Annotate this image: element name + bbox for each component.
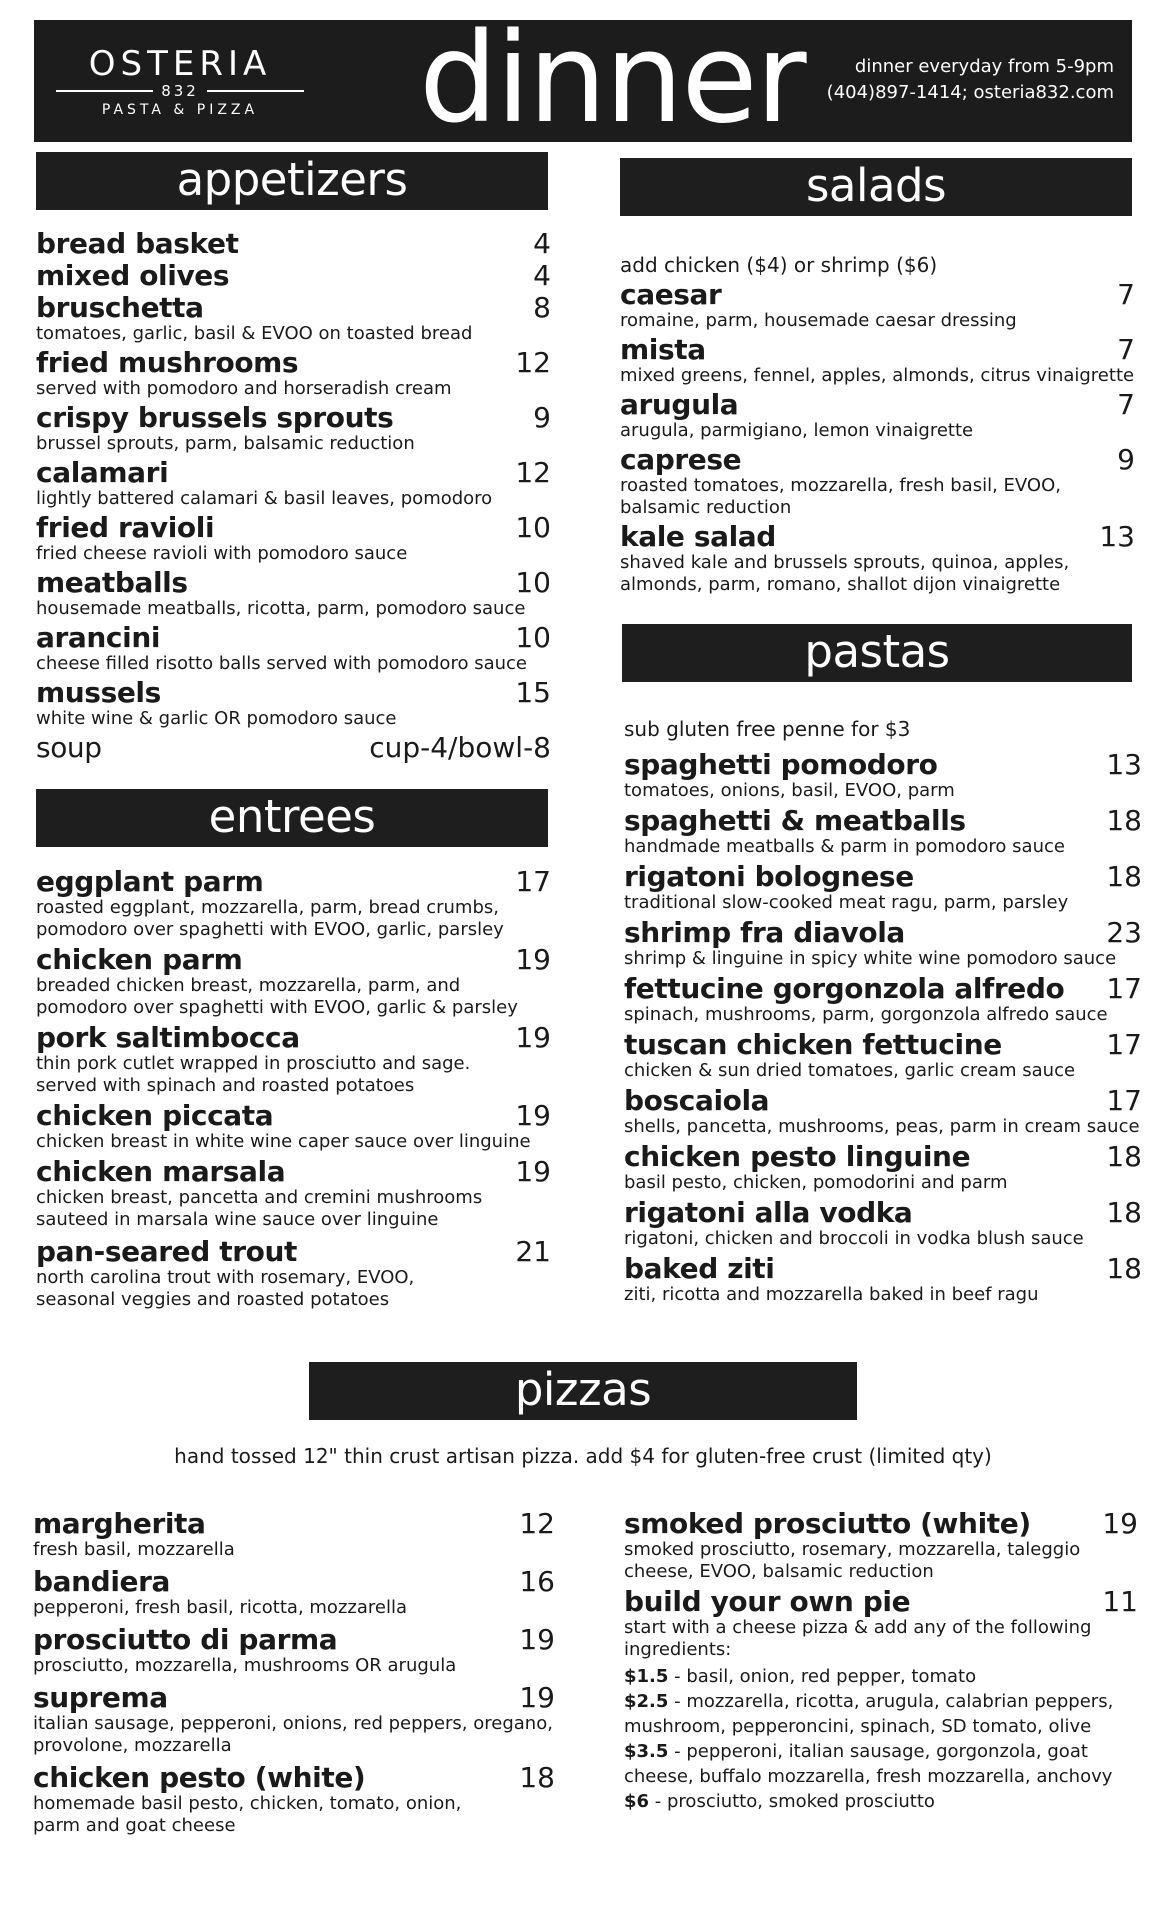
item-description: romaine, parm, housemade caesar dressing — [620, 310, 1017, 331]
item-price: 19 — [1102, 1507, 1138, 1540]
tier-price: $6 — [624, 1791, 650, 1812]
item-name: pan-seared trout — [36, 1235, 297, 1268]
item-name: chicken pesto (white) — [33, 1761, 366, 1794]
item-name: arancini — [36, 621, 161, 654]
header-info — [827, 54, 1114, 106]
item-name: kale salad — [620, 520, 776, 553]
item-price: 4 — [533, 227, 551, 260]
logo-tagline: PASTA & PIZZA — [101, 102, 259, 118]
item-name: bandiera — [33, 1565, 171, 1598]
salads-note: add chicken ($4) or shrimp ($6) — [620, 253, 938, 277]
item-name: chicken piccata — [36, 1099, 274, 1132]
item-description: start with a cheese pizza & add any of the following — [624, 1617, 1092, 1638]
menu-item — [624, 917, 1142, 973]
pastas-note: sub gluten free penne for $3 — [624, 717, 911, 741]
item-description: served with pomodoro and horseradish cream — [36, 378, 452, 399]
item-name: crispy brussels sprouts — [36, 401, 394, 434]
item-description: shrimp & linguine in spicy white wine pomodoro sauce — [624, 948, 1117, 969]
item-price: 19 — [515, 1021, 551, 1054]
menu-item — [36, 622, 551, 677]
menu-item — [36, 512, 551, 567]
item-description: pomodoro over spaghetti with EVOO, garlic, parsley — [36, 919, 504, 940]
pizzas-heading: pizzas — [309, 1362, 857, 1420]
item-description: chicken & sun dried tomatoes, garlic cream sauce — [624, 1060, 1076, 1081]
item-price: 11 — [1102, 1585, 1138, 1618]
menu-item — [33, 1762, 555, 1842]
item-price: 17 — [1106, 972, 1142, 1005]
topping-tier — [624, 1739, 1138, 1764]
item-price: 10 — [515, 566, 551, 599]
item-price: 17 — [1106, 1084, 1142, 1117]
menu-item — [620, 444, 1135, 521]
item-price: 19 — [519, 1623, 555, 1656]
tier-price: $3.5 — [624, 1741, 669, 1762]
menu-item — [36, 732, 551, 764]
item-price: 18 — [1106, 1140, 1142, 1173]
item-description: rigatoni, chicken and broccoli in vodka blush sauce — [624, 1228, 1084, 1249]
hours-text: dinner everyday from 5-9pm — [854, 56, 1114, 77]
item-name: rigatoni alla vodka — [624, 1196, 913, 1229]
tier-items: - prosciutto, smoked prosciutto — [649, 1791, 935, 1812]
topping-tier — [624, 1664, 1138, 1689]
item-name: shrimp fra diavola — [624, 916, 905, 949]
item-price: 19 — [515, 1099, 551, 1132]
item-price: 18 — [1106, 1252, 1142, 1285]
item-description: breaded chicken breast, mozzarella, parm, and — [36, 975, 461, 996]
item-price: 21 — [515, 1235, 551, 1268]
item-description: handmade meatballs & parm in pomodoro sauce — [624, 836, 1065, 857]
menu-item — [620, 279, 1135, 334]
menu-item — [624, 1508, 1138, 1586]
item-name: spaghetti & meatballs — [624, 804, 966, 837]
menu-item — [36, 1022, 551, 1100]
menu-item — [36, 1156, 551, 1236]
item-price: 18 — [519, 1761, 555, 1794]
item-name: spaghetti pomodoro — [624, 748, 938, 781]
item-description: balsamic reduction — [620, 497, 792, 518]
menu-item — [36, 457, 551, 512]
menu-item — [36, 866, 551, 944]
item-description: provolone, mozzarella — [33, 1735, 232, 1756]
salads-heading: salads — [620, 158, 1132, 216]
item-name: rigatoni bolognese — [624, 860, 914, 893]
item-price: 17 — [515, 865, 551, 898]
item-name: suprema — [33, 1681, 168, 1714]
tier-price: $1.5 — [624, 1666, 669, 1687]
item-name: fettucine gorgonzola alfredo — [624, 972, 1065, 1005]
menu-item — [33, 1624, 555, 1682]
menu-item — [624, 1197, 1142, 1253]
tier-items: - basil, onion, red pepper, tomato — [668, 1666, 977, 1687]
item-price: 10 — [515, 511, 551, 544]
appetizers-heading: appetizers — [36, 152, 548, 210]
item-description: mixed greens, fennel, apples, almonds, citrus vinaigrette — [620, 365, 1135, 386]
item-price: 4 — [533, 259, 551, 292]
item-price: 7 — [1117, 333, 1135, 366]
item-name: meatballs — [36, 566, 188, 599]
menu-item — [33, 1682, 555, 1762]
pastas-list — [624, 716, 1142, 1309]
menu-item — [620, 334, 1135, 389]
item-name: chicken pesto linguine — [624, 1140, 971, 1173]
tier-items: - pepperoni, italian sausage, gorgonzola, goat — [668, 1741, 1088, 1762]
item-description: fresh basil, mozzarella — [33, 1539, 235, 1560]
item-description: white wine & garlic OR pomodoro sauce — [36, 708, 397, 729]
item-name: mixed olives — [36, 259, 230, 292]
menu-item — [33, 1566, 555, 1624]
menu-item — [36, 944, 551, 1022]
item-description: roasted tomatoes, mozzarella, fresh basil, EVOO, — [620, 475, 1061, 496]
menu-item — [36, 1236, 551, 1314]
item-description: tomatoes, garlic, basil & EVOO on toasted bread — [36, 323, 473, 344]
item-name: bruschetta — [36, 291, 204, 324]
item-description: brussel sprouts, parm, balsamic reduction — [36, 433, 415, 454]
tier-price: $2.5 — [624, 1691, 669, 1712]
item-price: 18 — [1106, 1196, 1142, 1229]
item-description: prosciutto, mozzarella, mushrooms OR arugula — [33, 1655, 457, 1676]
item-price: 7 — [1117, 388, 1135, 421]
item-price: 18 — [1106, 804, 1142, 837]
item-price: 9 — [1117, 443, 1135, 476]
tier-items: - mozzarella, ricotta, arugula, calabrian peppers, — [668, 1691, 1114, 1712]
menu-item — [624, 1141, 1142, 1197]
item-description: sauteed in marsala wine sauce over linguine — [36, 1209, 439, 1230]
item-description: seasonal veggies and roasted potatoes — [36, 1289, 390, 1310]
item-price: 23 — [1106, 916, 1142, 949]
menu-item — [36, 347, 551, 402]
appetizers-list — [36, 228, 551, 764]
menu-item — [620, 389, 1135, 444]
pizzas-list-left — [33, 1508, 555, 1842]
pastas-heading: pastas — [622, 624, 1132, 682]
item-description: fried cheese ravioli with pomodoro sauce — [36, 543, 408, 564]
entrees-list — [36, 866, 551, 1314]
menu-item — [624, 749, 1142, 805]
menu-item — [624, 1029, 1142, 1085]
menu-item — [620, 521, 1135, 599]
item-name: caprese — [620, 443, 742, 476]
item-name: eggplant parm — [36, 865, 264, 898]
menu-item — [624, 861, 1142, 917]
item-price: 18 — [1106, 860, 1142, 893]
item-description: almonds, parm, romano, shallot dijon vinaigrette — [620, 574, 1061, 595]
item-price: 19 — [515, 943, 551, 976]
item-price: 16 — [519, 1565, 555, 1598]
item-price: cup-4/bowl-8 — [369, 731, 551, 764]
item-name: mista — [620, 333, 706, 366]
item-price: 8 — [533, 291, 551, 324]
item-description: basil pesto, chicken, pomodorini and parm — [624, 1172, 1008, 1193]
restaurant-logo — [56, 46, 304, 119]
item-price: 10 — [515, 621, 551, 654]
item-name: tuscan chicken fettucine — [624, 1028, 1002, 1061]
item-description: pomodoro over spaghetti with EVOO, garlic & parsley — [36, 997, 518, 1018]
item-description: smoked prosciutto, rosemary, mozzarella, taleggio — [624, 1539, 1081, 1560]
item-name: mussels — [36, 676, 161, 709]
tier-items-continued: cheese, buffalo mozzarella, fresh mozzarella, anchovy — [624, 1766, 1113, 1787]
logo-number: 832 — [161, 82, 199, 100]
item-name: chicken parm — [36, 943, 243, 976]
item-description: parm and goat cheese — [33, 1815, 236, 1836]
menu-item — [624, 805, 1142, 861]
item-price: 19 — [519, 1681, 555, 1714]
item-name: caesar — [620, 278, 722, 311]
item-name: fried ravioli — [36, 511, 215, 544]
menu-item — [624, 973, 1142, 1029]
item-description: lightly battered calamari & basil leaves, pomodoro — [36, 488, 493, 509]
item-name: margherita — [33, 1507, 206, 1540]
item-description: shaved kale and brussels sprouts, quinoa, apples, — [620, 552, 1070, 573]
item-name: arugula — [620, 388, 739, 421]
page-title: dinner — [419, 7, 805, 151]
menu-item-build-your-own — [624, 1586, 1138, 1814]
item-price: 12 — [515, 346, 551, 379]
item-name: build your own pie — [624, 1585, 911, 1618]
item-description: tomatoes, onions, basil, EVOO, parm — [624, 780, 955, 801]
item-description: chicken breast in white wine caper sauce over linguine — [36, 1131, 531, 1152]
menu-item — [624, 1253, 1142, 1309]
item-price: 19 — [515, 1155, 551, 1188]
menu-item — [36, 567, 551, 622]
item-description: served with spinach and roasted potatoes — [36, 1075, 415, 1096]
item-description: spinach, mushrooms, parm, gorgonzola alfredo sauce — [624, 1004, 1108, 1025]
item-description: ingredients: — [624, 1639, 732, 1660]
item-price: 13 — [1106, 748, 1142, 781]
item-description: traditional slow-cooked meat ragu, parm, parsley — [624, 892, 1069, 913]
item-description: north carolina trout with rosemary, EVOO, — [36, 1267, 415, 1288]
salads-list — [620, 252, 1140, 599]
menu-item — [36, 677, 551, 732]
menu-item — [36, 260, 551, 292]
item-name: boscaiola — [624, 1084, 770, 1117]
item-description: roasted eggplant, mozzarella, parm, bread crumbs, — [36, 897, 499, 918]
item-description: arugula, parmigiano, lemon vinaigrette — [620, 420, 974, 441]
item-name: smoked prosciutto (white) — [624, 1507, 1031, 1540]
item-description: thin pork cutlet wrapped in prosciutto and sage. — [36, 1053, 471, 1074]
menu-item — [33, 1508, 555, 1566]
item-description: pepperoni, fresh basil, ricotta, mozzarella — [33, 1597, 407, 1618]
entrees-heading: entrees — [36, 789, 548, 847]
pizzas-note: hand tossed 12" thin crust artisan pizza. add $4 for gluten-free crust (limited qty) — [174, 1444, 992, 1468]
item-name: soup — [36, 731, 102, 764]
item-price: 17 — [1106, 1028, 1142, 1061]
item-price: 7 — [1117, 278, 1135, 311]
item-description: ziti, ricotta and mozzarella baked in beef ragu — [624, 1284, 1039, 1305]
item-price: 12 — [515, 456, 551, 489]
item-price: 13 — [1099, 520, 1135, 553]
item-name: baked ziti — [624, 1252, 775, 1285]
item-name: calamari — [36, 456, 169, 489]
item-price: 12 — [519, 1507, 555, 1540]
item-description: shells, pancetta, mushrooms, peas, parm in cream sauce — [624, 1116, 1140, 1137]
menu-item — [36, 228, 551, 260]
logo-name: OSTERIA — [88, 44, 272, 84]
item-name: fried mushrooms — [36, 346, 299, 379]
item-description: cheese filled risotto balls served with pomodoro sauce — [36, 653, 527, 674]
item-name: prosciutto di parma — [33, 1623, 338, 1656]
item-description: italian sausage, pepperoni, onions, red peppers, oregano, — [33, 1713, 553, 1734]
item-name: bread basket — [36, 227, 239, 260]
item-price: 15 — [515, 676, 551, 709]
menu-item — [36, 1100, 551, 1156]
item-description: chicken breast, pancetta and cremini mushrooms — [36, 1187, 483, 1208]
item-name: chicken marsala — [36, 1155, 286, 1188]
topping-tier — [624, 1789, 1138, 1814]
pizzas-list-right — [624, 1508, 1142, 1814]
item-name: pork saltimbocca — [36, 1021, 300, 1054]
item-description: housemade meatballs, ricotta, parm, pomodoro sauce — [36, 598, 526, 619]
menu-header — [34, 7, 1132, 151]
item-description: cheese, EVOO, balsamic reduction — [624, 1561, 934, 1582]
menu-item — [36, 402, 551, 457]
item-price: 9 — [533, 401, 551, 434]
item-description: homemade basil pesto, chicken, tomato, onion, — [33, 1793, 462, 1814]
tier-items-continued: mushroom, pepperoncini, spinach, SD tomato, olive — [624, 1716, 1092, 1737]
menu-item — [624, 1085, 1142, 1141]
topping-tier — [624, 1689, 1138, 1714]
contact-text: (404)897-1414; osteria832.com — [826, 82, 1114, 103]
menu-item — [36, 292, 551, 347]
